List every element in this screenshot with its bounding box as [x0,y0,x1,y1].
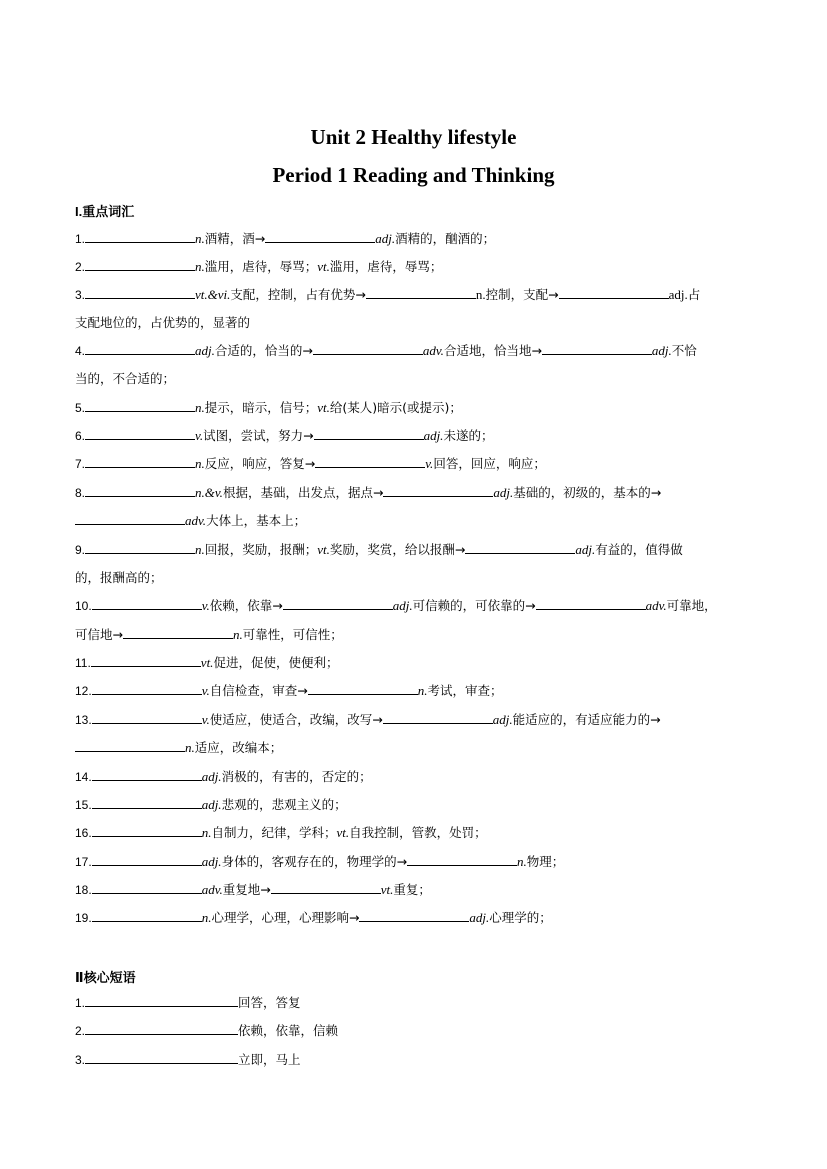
part-of-speech: vt.&vi. [195,287,231,302]
definition-text: 悲观的，悲观主义的； [221,797,347,812]
vocab-item [75,649,755,677]
item-number: 9. [75,543,86,557]
part-of-speech: adv. [201,882,223,897]
answer-blank[interactable] [92,822,202,837]
part-of-speech: n. [517,854,527,869]
part-of-speech: adj. [492,712,513,727]
definition-text: 滥用，虐待，辱骂； [329,259,443,274]
answer-blank[interactable] [85,284,195,299]
part-of-speech: v. [425,456,434,471]
part-of-speech: adv. [185,513,207,528]
definition-text: 消极的，有害的，否定的； [221,769,372,784]
part-of-speech: v. [195,428,204,443]
definition-text: 自信检查，审查→ [209,683,308,698]
item-number: 11. [75,656,91,670]
part-of-speech: vt. [317,259,330,274]
part-of-speech: vt. [336,825,350,840]
part-of-speech: n. [195,542,205,557]
definition-text: 可信赖的，可依靠的→ [412,598,536,613]
answer-blank[interactable] [85,453,195,468]
definition-text: 可靠地， [666,598,717,613]
answer-blank[interactable] [314,425,424,440]
vocab-item [75,394,755,422]
vocab-item [75,791,755,819]
item-number: 14. [75,770,92,784]
item-number: 2. [75,260,86,274]
vocab-item [75,819,755,847]
definition-text: 奖励，奖赏，给以报酬→ [329,542,466,557]
part-of-speech: vt. [317,542,330,557]
part-of-speech: adj. [651,343,672,358]
answer-blank[interactable] [85,228,195,243]
vocab-item [75,706,755,734]
answer-blank[interactable] [92,709,202,724]
part-of-speech: adj. [423,428,444,443]
definition-text: 有益的，值得做 [595,542,683,557]
answer-blank[interactable] [85,425,195,440]
answer-blank[interactable] [315,453,425,468]
vocab-item-continuation [75,507,755,535]
item-number: 4. [75,344,86,358]
item-number: 15. [75,798,92,812]
definition-text: 反应，响应，答复→ [204,456,316,471]
vocab-item [75,592,755,620]
item-number: 17. [75,855,92,869]
answer-blank[interactable] [85,482,195,497]
vocab-item-continuation [75,621,755,649]
item-number: 19. [75,911,92,925]
definition-text: 依赖，依靠→ [209,598,283,613]
definition-text: 基础的，初级的，基本的→ [513,485,662,500]
answer-blank[interactable] [85,340,195,355]
definition-text: 物理； [526,854,565,869]
answer-blank[interactable] [85,1020,238,1035]
answer-blank[interactable] [85,397,195,412]
answer-blank[interactable] [75,510,185,525]
answer-blank[interactable] [92,794,202,809]
definition-text: 支配地位的，占优势的，显著的 [75,315,251,330]
answer-blank[interactable] [308,680,418,695]
vocab-item [75,479,755,507]
item-number: 3. [75,288,86,302]
answer-blank[interactable] [536,595,646,610]
part-of-speech: adj. [668,287,688,302]
vocab-item [75,904,755,932]
part-of-speech: v. [201,598,210,613]
item-number: 12. [75,684,92,698]
part-of-speech: adv. [645,598,667,613]
part-of-speech: n. [195,456,205,471]
definition-text: 回报，奖励，报酬； [204,542,318,557]
answer-blank[interactable] [92,680,202,695]
definition-text: 的，报酬高的； [75,570,163,585]
answer-blank[interactable] [123,624,233,639]
part-of-speech: n. [475,287,486,302]
definition-text: 根据，基础，出发点，据点→ [222,485,384,500]
vocab-item [75,422,755,450]
answer-blank[interactable] [383,482,493,497]
item-number: 8. [75,486,86,500]
answer-blank[interactable] [559,284,669,299]
part-of-speech: adj. [375,231,396,246]
definition-text: 支配，控制，占有优势→ [230,287,366,302]
vocab-item [75,763,755,791]
answer-blank[interactable] [91,652,201,667]
part-of-speech: adj. [493,485,514,500]
page-title: Unit 2 Healthy lifestyle [310,125,517,149]
item-number: 16. [75,826,92,840]
answer-blank[interactable] [85,539,195,554]
definition-text: 合适地，恰当地→ [443,343,542,358]
part-of-speech: n.&v. [195,485,223,500]
answer-blank[interactable] [283,595,393,610]
definition-text: 身体的，客观存在的，物理学的→ [221,854,408,869]
answer-blank[interactable] [92,851,202,866]
vocab-item-continuation [75,365,755,393]
item-number: 10. [75,599,92,613]
part-of-speech: n. [195,259,205,274]
part-of-speech: adj. [575,542,596,557]
page-subtitle: Period 1 Reading and Thinking [272,163,555,187]
definition-text: 重复地→ [222,882,271,897]
answer-blank[interactable] [383,709,493,724]
item-number: 5. [75,401,86,415]
part-of-speech: adj. [201,797,222,812]
definition-text: 当的，不合适的； [75,371,176,386]
item-number: 18. [75,883,92,897]
part-of-speech: n. [195,400,205,415]
section-heading-phrases: Ⅱ核心短语 [75,970,136,985]
answer-blank[interactable] [75,737,185,752]
answer-blank[interactable] [92,907,202,922]
answer-blank[interactable] [85,992,238,1007]
definition-text: 试图，尝试，努力→ [203,428,314,443]
vocab-item [75,225,755,253]
part-of-speech: adj. [469,910,490,925]
part-of-speech: v. [201,712,210,727]
phrase-item [75,1046,755,1074]
definition-text: 能适应的，有适应能力的→ [512,712,661,727]
part-of-speech: n. [417,683,428,698]
definition-text: 可信地→ [75,627,123,642]
definition-text: 自制力，纪律，学科； [211,825,337,840]
item-number: 2. [75,1024,86,1038]
answer-blank[interactable] [92,766,202,781]
definition-text: 心理学的； [489,910,552,925]
definition-text: 控制，支配→ [485,287,559,302]
definition-text: 重复； [393,882,431,897]
answer-blank[interactable] [313,340,423,355]
definition-text: 考试，审查； [427,683,503,698]
phrase-item [75,989,755,1017]
vocab-item-continuation [75,309,755,337]
definition-text: 提示，暗示，信号； [204,400,318,415]
definition-text: 心理学，心理，心理影响→ [211,910,360,925]
definition-text: 滥用，虐待，辱骂； [204,259,318,274]
definition-text: 可靠性，可信性； [242,627,343,642]
definition-text: 给(某人)暗示(或提示)； [329,400,462,415]
definition-text: 立即，马上 [238,1052,301,1067]
answer-blank[interactable] [465,539,575,554]
phrase-item [75,1017,755,1045]
definition-text: 不恰 [671,343,697,358]
answer-blank[interactable] [271,879,381,894]
vocab-item-continuation [75,734,755,762]
item-number: 3. [75,1053,86,1067]
answer-blank[interactable] [542,340,652,355]
vocab-item [75,450,755,478]
definition-text: 回答，回应，响应； [433,456,546,471]
answer-blank[interactable] [92,595,202,610]
part-of-speech: adv. [422,343,444,358]
answer-blank[interactable] [366,284,476,299]
item-number: 7. [75,457,86,471]
part-of-speech: n. [201,910,212,925]
part-of-speech: adj. [195,343,215,358]
answer-blank[interactable] [407,851,517,866]
vocab-item [75,281,755,309]
part-of-speech: vt. [200,655,214,670]
definition-text: 酒精的，酗酒的； [395,231,496,246]
definition-text: 自我控制，管教，处罚； [349,825,487,840]
definition-text: 使适应，使适合，改编，改写→ [209,712,383,727]
answer-blank[interactable] [359,907,469,922]
definition-text: 占 [687,287,701,302]
part-of-speech: n. [201,825,212,840]
part-of-speech: n. [185,740,195,755]
vocab-item-continuation [75,564,755,592]
vocab-item [75,876,755,904]
item-number: 1. [75,232,86,246]
definition-text: 未遂的； [443,428,494,443]
part-of-speech: adj. [201,854,222,869]
section-heading-vocabulary: I.重点词汇 [75,204,135,219]
definition-text: 酒精，酒→ [204,231,266,246]
part-of-speech: v. [201,683,210,698]
part-of-speech: n. [195,231,205,246]
definition-text: 促进，促使，使便利； [213,655,339,670]
item-number: 1. [75,996,86,1010]
part-of-speech: adj. [392,598,413,613]
definition-text: 适应，改编本； [194,740,283,755]
vocab-item [75,677,755,705]
item-number: 6. [75,429,86,443]
answer-blank[interactable] [265,228,375,243]
vocab-item [75,253,755,281]
vocab-item [75,536,755,564]
definition-text: 大体上，基本上； [206,513,307,528]
answer-blank[interactable] [85,1049,238,1064]
definition-text: 合适的，恰当的→ [214,343,313,358]
definition-text: 依赖，依靠，信赖 [238,1023,339,1038]
answer-blank[interactable] [85,256,195,271]
part-of-speech: n. [232,627,243,642]
part-of-speech: vt. [380,882,394,897]
item-number: 13. [75,713,92,727]
part-of-speech: vt. [317,400,330,415]
answer-blank[interactable] [92,879,202,894]
vocab-item [75,337,755,365]
vocab-item [75,848,755,876]
part-of-speech: adj. [201,769,222,784]
definition-text: 回答，答复 [238,995,301,1010]
